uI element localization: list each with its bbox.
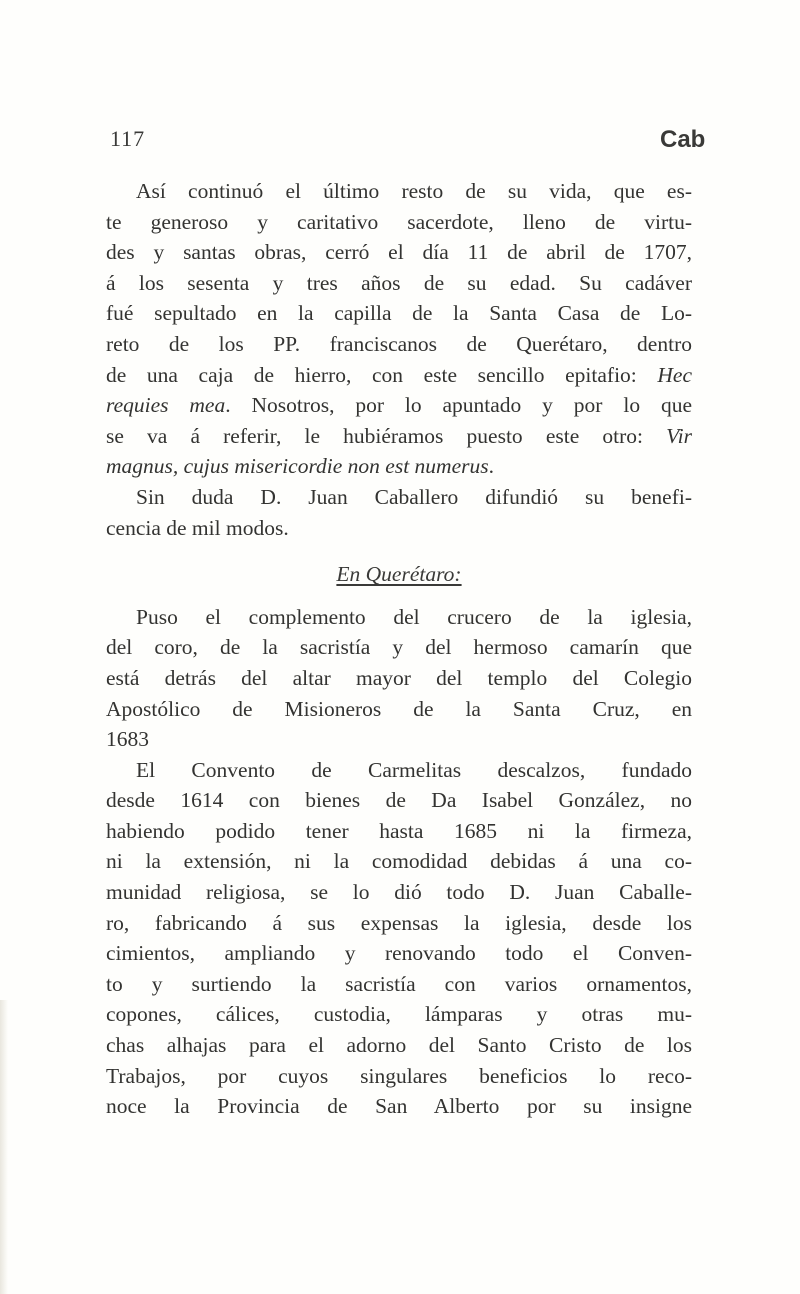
text-line: Así continuó el último resto de su vida, que es- [136, 179, 692, 203]
text-line: ro, fabricando á sus expensas la iglesia, desde los [106, 910, 692, 935]
text-line: Sin duda D. Juan Caballero difundió su benefi- [136, 484, 692, 509]
epitaph-line-text: se va á referir, le hubiéramos puesto este otro: Vir [106, 423, 692, 448]
text-line: está detrás del altar mayor del templo del Colegio [106, 665, 692, 690]
latin-epitaph-fragment: Vir [666, 423, 692, 448]
text-line: fué sepultado en la capilla de la Santa Casa de Lo- [106, 301, 692, 326]
text-line: del coro, de la sacristía y del hermoso camarín que [106, 635, 692, 660]
text-line: reto de los PP. franciscanos de Querétaro, dentro [106, 331, 692, 356]
epitaph-line-text: de una caja de hierro, con este sencillo epitafio: Hec [106, 362, 692, 387]
page-header [0, 0, 800, 160]
latin-epitaph-fragment: magnus, cujus misericordie non est numerus [106, 454, 489, 479]
text-line: Trabajos, por cuyos singulares beneficios lo reco- [106, 1063, 692, 1088]
text-line: des y santas obras, cerró el día 11 de abril de 1707, [106, 240, 692, 265]
text-line: desde 1614 con bienes de Da Isabel González, no [106, 788, 692, 813]
text-line: noce la Provincia de San Alberto por su insigne [106, 1094, 692, 1119]
text-line-epitaph [106, 421, 692, 452]
page-number: 117 [110, 126, 146, 151]
latin-epitaph-fragment: Hec [657, 362, 692, 387]
epitaph-line-text: requies mea. Nosotros, por lo apuntado y por lo que [106, 393, 692, 418]
text-line: cencia de mil modos. [106, 515, 289, 540]
text-line: cimientos, ampliando y renovando todo el Conven- [106, 941, 692, 966]
text-line: munidad religiosa, se lo dió todo D. Juan Caballe- [106, 880, 692, 905]
text-line: te generoso y caritativo sacerdote, lleno de virtu- [106, 209, 692, 234]
text-line: á los sesenta y tres años de su edad. Su cadáver [106, 270, 692, 295]
text-line: Puso el complemento del crucero de la iglesia, [136, 604, 692, 629]
epitaph-line-text: magnus, cujus misericordie non est numerus. [106, 454, 494, 479]
text-line: to y surtiendo la sacristía con varios ornamentos, [106, 971, 692, 996]
text-line: ni la extensión, ni la comodidad debidas á una co- [106, 849, 692, 874]
running-head: Cab [660, 126, 706, 153]
text-line: copones, cálices, custodia, lámparas y otras mu- [106, 1002, 692, 1027]
text-line-epitaph [106, 390, 692, 421]
section-heading-text: En Querétaro: [336, 562, 462, 587]
page-edge-shadow [0, 1000, 8, 1294]
text-line: 1683 [106, 727, 149, 752]
section-heading [106, 559, 692, 590]
text-line-epitaph [106, 360, 692, 391]
text-line: El Convento de Carmelitas descalzos, fundado [136, 757, 692, 782]
latin-epitaph-fragment: requies mea [106, 393, 226, 418]
text-line-epitaph [106, 451, 692, 482]
text-line: chas alhajas para el adorno del Santo Cristo de los [106, 1033, 692, 1058]
body-text [106, 176, 692, 1122]
text-line: Apostólico de Misioneros de la Santa Cruz, en [106, 696, 692, 721]
text-line: habiendo podido tener hasta 1685 ni la firmeza, [106, 818, 692, 843]
